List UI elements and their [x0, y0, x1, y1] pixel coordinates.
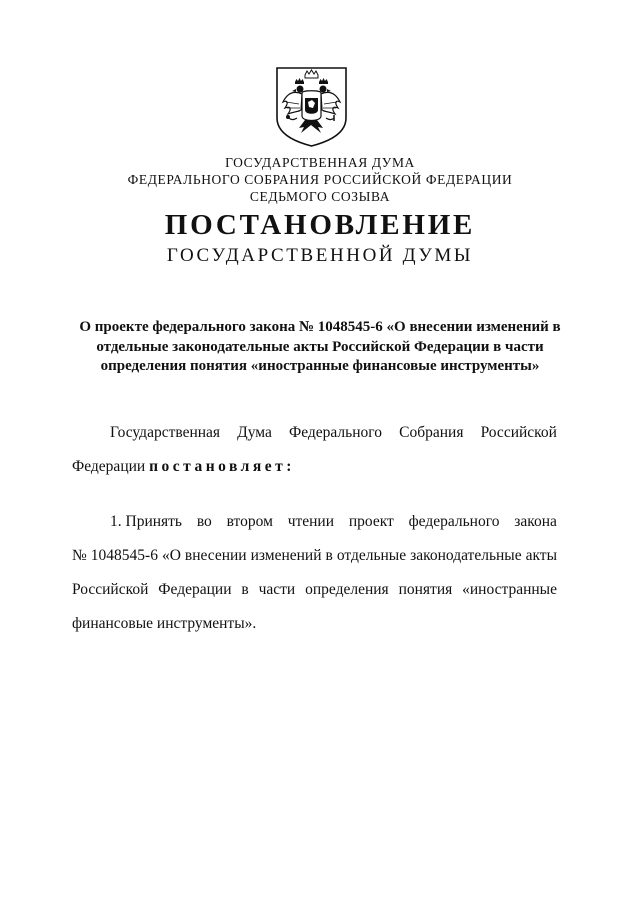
item1-word: акты: [525, 547, 557, 564]
item1-word: отдельные: [336, 547, 407, 564]
item1-line-1: [72, 505, 557, 539]
item1-word: определения: [305, 581, 389, 598]
item1-word: чтении: [287, 513, 335, 530]
preamble-word: Федерального: [288, 424, 383, 441]
preamble-line-2: [72, 450, 557, 484]
russian-coat-of-arms-icon: [275, 66, 348, 147]
preamble-word: Собрания: [399, 424, 464, 441]
issuer-header: [0, 154, 640, 205]
preamble-word: Российской: [480, 424, 557, 441]
subject-line-2: отдельные законодательные акты Российской Федерации в части: [96, 338, 544, 355]
item1-word: понятия: [398, 581, 453, 598]
preamble-line-1: [72, 416, 557, 450]
item1-word: законодательные: [410, 547, 522, 564]
document-subtitle: ГОСУДАРСТВЕННОЙ ДУМЫ: [166, 245, 474, 266]
subject-line-3: определения понятия «иностранные финансовые инструменты»: [100, 358, 540, 374]
item1-line-3: [72, 573, 557, 607]
item1-line-4: финансовые инструменты».: [72, 615, 257, 632]
preamble-word: Дума: [237, 424, 272, 441]
item1-word: «иностранные: [462, 581, 557, 598]
document-title: ПОСТАНОВЛЕНИЕ: [164, 209, 476, 241]
item1-word: в: [241, 581, 249, 598]
item1-word: в: [325, 547, 333, 564]
preamble-word: Федерации: [72, 458, 146, 475]
item1-word: 1048545-6: [90, 547, 158, 564]
header-line-3: СЕДЬМОГО СОЗЫВА: [249, 189, 391, 204]
decision-word: постановляет:: [149, 458, 295, 475]
item1-word: 1. Принять: [110, 513, 183, 530]
item1-word: втором: [226, 513, 273, 530]
item1-word: части: [258, 581, 296, 598]
resolution-item-1: [72, 505, 557, 641]
coat-of-arms-emblem: [275, 66, 348, 147]
item1-word: закона: [514, 513, 557, 530]
item1-line-2: [72, 539, 557, 573]
item1-word: Федерации: [158, 581, 232, 598]
header-line-2: ФЕДЕРАЛЬНОГО СОБРАНИЯ РОССИЙСКОЙ ФЕДЕРАЦИИ: [127, 172, 513, 187]
item1-word: «О: [161, 547, 181, 564]
preamble-paragraph: [72, 416, 557, 484]
item1-word: внесении: [184, 547, 247, 564]
item1-word: во: [196, 513, 212, 530]
item1-word: Российской: [72, 581, 149, 598]
item1-word: №: [72, 547, 87, 564]
header-line-1: ГОСУДАРСТВЕННАЯ ДУМА: [225, 155, 415, 170]
item1-word: федерального: [408, 513, 500, 530]
preamble-word: Государственная: [110, 424, 221, 441]
subject-line-1: О проекте федерального закона № 1048545-6 «О внесении изменений в: [79, 319, 561, 335]
item1-word: изменений: [250, 547, 322, 564]
document-subject: [70, 318, 570, 377]
item1-word: проект: [348, 513, 394, 530]
